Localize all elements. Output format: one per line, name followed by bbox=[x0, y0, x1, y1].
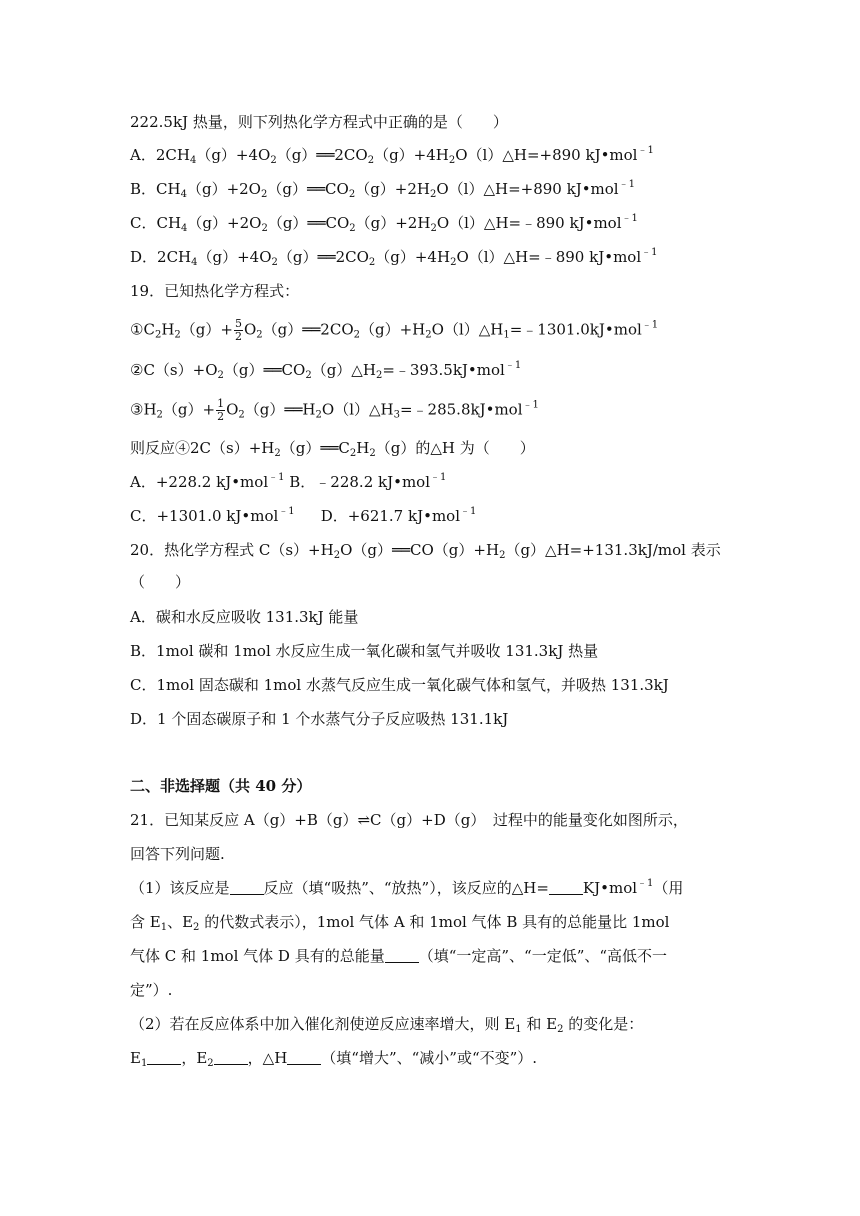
q21-line-8: $E_1$ ，$E_2$ ，△H （填“增大”、“减小”或“不变”）. bbox=[130, 1049, 538, 1069]
answer-blank bbox=[385, 948, 419, 963]
q18-option-c: C．$CH_4(g)+2O_2(g)══CO_2(g)+2H_2O(l)\triangle H=﹣890$ kJ•mol$^{﹣1}$ bbox=[130, 213, 638, 234]
q18-option-b: B．$CH_4(g)+2O_2(g)══CO_2(g)+2H_2O(l)\triangle H=+890$ kJ•mol$^{﹣1}$ bbox=[130, 179, 635, 200]
q20-option-c: C．1mol 固态碳和 1mol 水蒸气反应生成一氧化碳气体和氢气，并吸热 131.3kJ bbox=[130, 676, 669, 694]
fraction-1-2: $\frac{1}{2}$ bbox=[217, 397, 225, 423]
q18-option-a: A．$2CH_4(g)+4O_2(g)══2CO_2(g)+4H_2O(l)\triangle H=+890$ kJ•mol$^{﹣1}$ bbox=[130, 145, 654, 166]
q19-equation-2: $②C(s)+O_2(g)══CO_2(g)\triangle H_2=﹣393.5kJ•mol^{﹣1}$ bbox=[130, 360, 522, 381]
q19-equation-1: $①C_2H_2(g)+$ $\frac{5}{2}$ $O_2(g)══2CO_2(g)+H_2O(l)\triangle H_1=﹣1301.0kJ•mol^{﹣1}$ bbox=[130, 317, 659, 343]
answer-blank bbox=[287, 1050, 321, 1065]
q21-line-1: 21．已知某反应 A（g）+B（g）⇌C（g）+D（g） 过程中的能量变化如图所示， bbox=[130, 811, 688, 829]
q21-line-5: 气体 C 和 1mol 气体 D 具有的总能量 （填“一定高”、“一定低”、“高低不一 bbox=[130, 947, 668, 965]
answer-blank bbox=[214, 1050, 248, 1065]
answer-blank bbox=[230, 880, 264, 895]
q19-ask: 则反应$④2C(s)+H_2(g)══C_2H_2(g)$的△H 为（ ） bbox=[130, 439, 535, 459]
answer-blank bbox=[147, 1050, 181, 1065]
q21-line-3: （1）该反应是 反应（填“吸热”、“放热”），该反应的△H= KJ•mol$^{﹣1}$（用 bbox=[130, 878, 684, 897]
q20-option-b: B．1mol 碳和 1mol 水反应生成一氧化碳和氢气并吸收 131.3kJ 热量 bbox=[130, 642, 599, 660]
q20-stem: 20．热化学方程式 $C(s)+H_2O(g)══CO(g)+H_2(g)\triangle H=+131.3kJ$/mol 表示 bbox=[130, 541, 721, 561]
q19-equation-3: $③H_2(g)+$ $\frac{1}{2}$ $O_2(g)══H_2O(l)\triangle H_3=﹣285.8kJ•mol^{﹣1}$ bbox=[130, 397, 539, 423]
q20-option-d: D．1 个固态碳原子和 1 个水蒸气分子反应吸热 131.1kJ bbox=[130, 710, 509, 728]
q20-option-a: A．碳和水反应吸收 131.3kJ 能量 bbox=[130, 608, 359, 626]
q19-options-ab: A．+228.2 kJ•mol$^{﹣1}$ B．﹣228.2 kJ•mol$^{﹣1}$ bbox=[130, 472, 447, 491]
q19-options-cd: C．+1301.0 kJ•mol$^{﹣1}$ D．+621.7 kJ•mol$^{﹣1}$ bbox=[130, 506, 477, 525]
q20-stem-continued: （ ） bbox=[130, 573, 191, 591]
section-2-heading: 二、非选择题（共 40 分） bbox=[130, 777, 312, 795]
q18-option-d: D．$2CH_4(g)+4O_2(g)══2CO_2(g)+4H_2O(l)\triangle H=﹣890$ kJ•mol$^{﹣1}$ bbox=[130, 247, 658, 268]
q21-line-2: 回答下列问题. bbox=[130, 845, 225, 863]
answer-blank bbox=[549, 880, 583, 895]
q19-stem: 19．已知热化学方程式： bbox=[130, 282, 300, 300]
q21-line-7: （2）若在反应体系中加入催化剂使逆反应速率增大，则 $E_1$ 和 $E_2$ 的变化是： bbox=[130, 1015, 644, 1035]
q18-tail: 222.5kJ 热量，则下列热化学方程式中正确的是（ ） bbox=[130, 113, 508, 131]
q21-line-4: 含 $E_1$、$E_2$ 的代数式表示），1mol 气体 A 和 1mol 气体 B 具有的总能量比 1mol bbox=[130, 913, 670, 933]
fraction-5-2: $\frac{5}{2}$ bbox=[234, 317, 242, 343]
q21-line-6: 定”）. bbox=[130, 981, 173, 999]
